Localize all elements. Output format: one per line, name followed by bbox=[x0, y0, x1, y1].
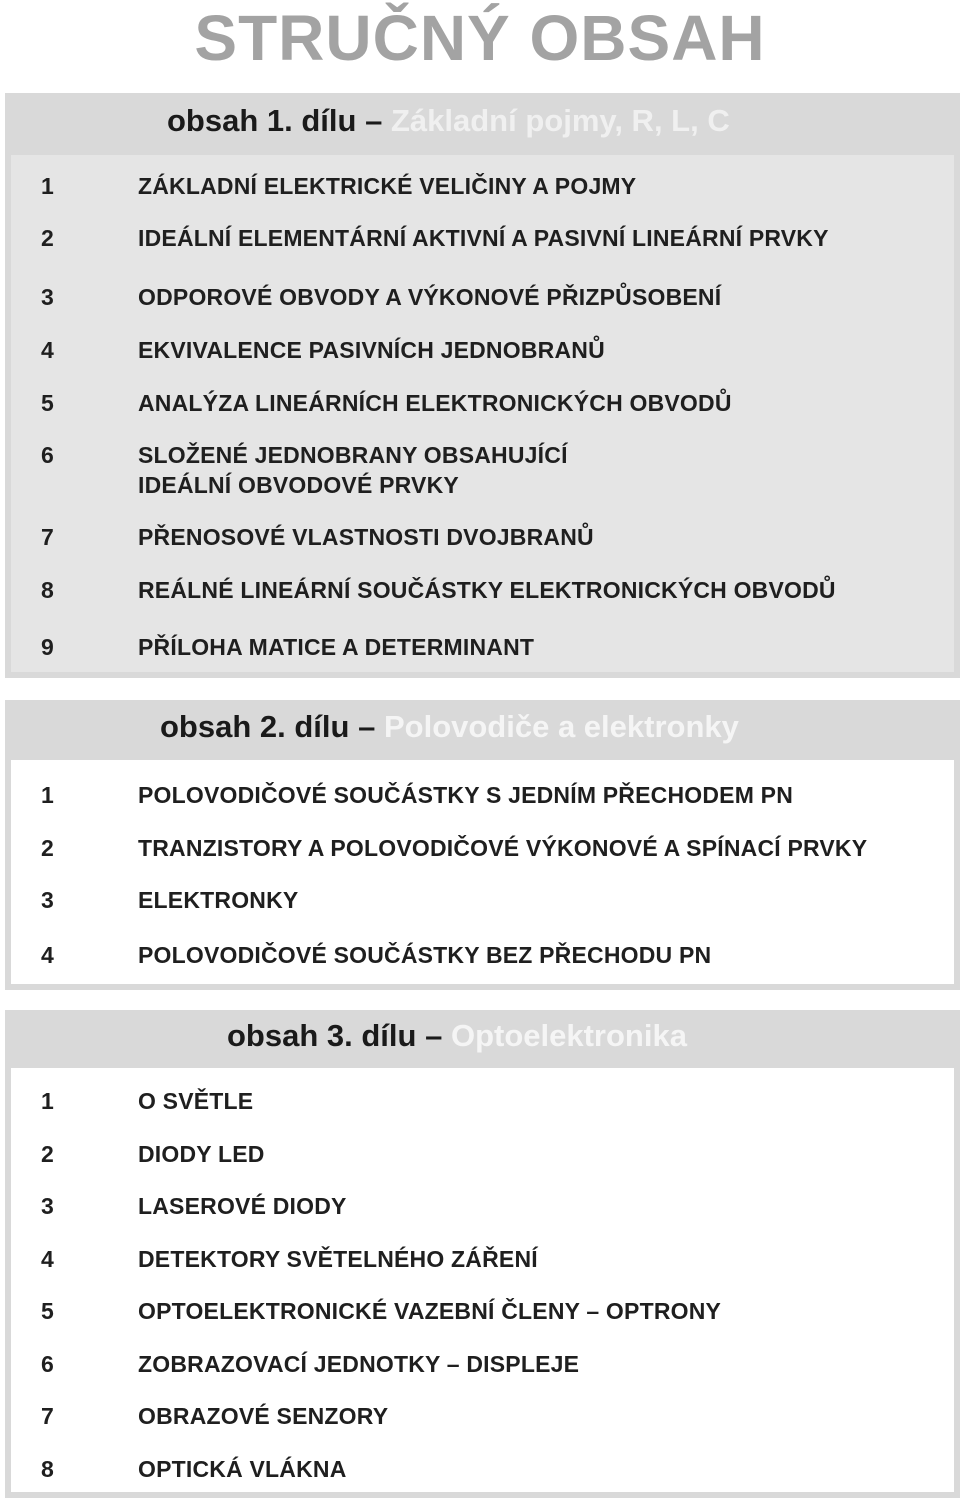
section-subtitle: Základní pojmy, R, L, C bbox=[390, 103, 730, 138]
item-title: REÁLNÉ LINEÁRNÍ SOUČÁSTKY ELEKTRONICKÝCH OBVODŮ bbox=[138, 577, 836, 603]
item-number: 2 bbox=[41, 225, 54, 251]
item-title: DIODY LED bbox=[138, 1141, 265, 1167]
section-dash: – bbox=[425, 1018, 443, 1053]
item-number: 4 bbox=[41, 337, 54, 363]
section-body bbox=[5, 754, 960, 990]
section-dash: – bbox=[358, 709, 376, 744]
section-prefix: obsah 2. dílu bbox=[160, 709, 350, 744]
item-title: IDEÁLNÍ ELEMENTÁRNÍ AKTIVNÍ A PASIVNÍ LINEÁRNÍ PRVKY bbox=[138, 225, 829, 251]
section-dash: – bbox=[365, 103, 383, 138]
section-header bbox=[5, 1010, 960, 1062]
section-subtitle: Polovodiče a elektronky bbox=[383, 709, 739, 744]
section-body bbox=[5, 149, 960, 678]
item-number: 5 bbox=[41, 1298, 54, 1324]
item-title: PŘENOSOVÉ VLASTNOSTI DVOJBRANŮ bbox=[138, 524, 594, 550]
item-number: 7 bbox=[41, 1403, 54, 1429]
item-title: ODPOROVÉ OBVODY A VÝKONOVÉ PŘIZPŮSOBENÍ bbox=[138, 284, 722, 310]
item-number: 6 bbox=[41, 442, 54, 468]
item-title: ANALÝZA LINEÁRNÍCH ELEKTRONICKÝCH OBVODŮ bbox=[138, 390, 732, 416]
item-number: 7 bbox=[41, 524, 54, 550]
item-number: 8 bbox=[41, 1456, 54, 1482]
item-number: 3 bbox=[41, 284, 54, 310]
item-number: 8 bbox=[41, 577, 54, 603]
item-title: EKVIVALENCE PASIVNÍCH JEDNOBRANŮ bbox=[138, 337, 605, 363]
item-number: 1 bbox=[41, 782, 54, 808]
item-number: 6 bbox=[41, 1351, 54, 1377]
item-title: ZÁKLADNÍ ELEKTRICKÉ VELIČINY A POJMY bbox=[138, 173, 637, 199]
item-title: O SVĚTLE bbox=[138, 1088, 254, 1114]
item-number: 1 bbox=[41, 1088, 54, 1114]
section-prefix: obsah 1. dílu bbox=[167, 103, 357, 138]
section-header bbox=[5, 700, 960, 754]
item-title: OPTOELEKTRONICKÉ VAZEBNÍ ČLENY – OPTRONY bbox=[138, 1298, 722, 1324]
item-title: LASEROVÉ DIODY bbox=[138, 1193, 347, 1219]
section-body bbox=[5, 1062, 960, 1498]
item-title: OBRAZOVÉ SENZORY bbox=[138, 1403, 389, 1429]
item-number: 2 bbox=[41, 1141, 54, 1167]
item-title: DETEKTORY SVĚTELNÉHO ZÁŘENÍ bbox=[138, 1246, 538, 1272]
section-subtitle: Optoelektronika bbox=[450, 1018, 687, 1053]
item-number: 9 bbox=[41, 634, 54, 660]
item-title: ZOBRAZOVACÍ JEDNOTKY – DISPLEJE bbox=[138, 1351, 580, 1377]
item-number: 1 bbox=[41, 173, 54, 199]
item-title: POLOVODIČOVÉ SOUČÁSTKY BEZ PŘECHODU PN bbox=[138, 942, 712, 968]
item-number: 2 bbox=[41, 835, 54, 861]
page-title: STRUČNÝ OBSAH bbox=[194, 2, 766, 74]
item-title: ELEKTRONKY bbox=[138, 887, 299, 913]
section-part-3 bbox=[5, 1010, 960, 1501]
item-number: 4 bbox=[41, 1246, 54, 1272]
item-title: OPTICKÁ VLÁKNA bbox=[138, 1456, 347, 1482]
item-title: POLOVODIČOVÉ SOUČÁSTKY S JEDNÍM PŘECHODEM PN bbox=[138, 782, 794, 808]
section-header bbox=[5, 93, 960, 149]
section-part-1 bbox=[5, 93, 960, 678]
item-title: TRANZISTORY A POLOVODIČOVÉ VÝKONOVÉ A SPÍNACÍ PRVKY bbox=[138, 835, 868, 861]
item-number: 5 bbox=[41, 390, 54, 416]
item-number: 3 bbox=[41, 1193, 54, 1219]
item-title: PŘÍLOHA MATICE A DETERMINANT bbox=[138, 634, 535, 660]
section-prefix: obsah 3. dílu bbox=[227, 1018, 417, 1053]
item-title: SLOŽENÉ JEDNOBRANY OBSAHUJÍCÍ IDEÁLNÍ OBVODOVÉ PRVKY bbox=[138, 442, 568, 498]
item-number: 4 bbox=[41, 942, 54, 968]
section-part-2 bbox=[5, 700, 960, 990]
item-number: 3 bbox=[41, 887, 54, 913]
